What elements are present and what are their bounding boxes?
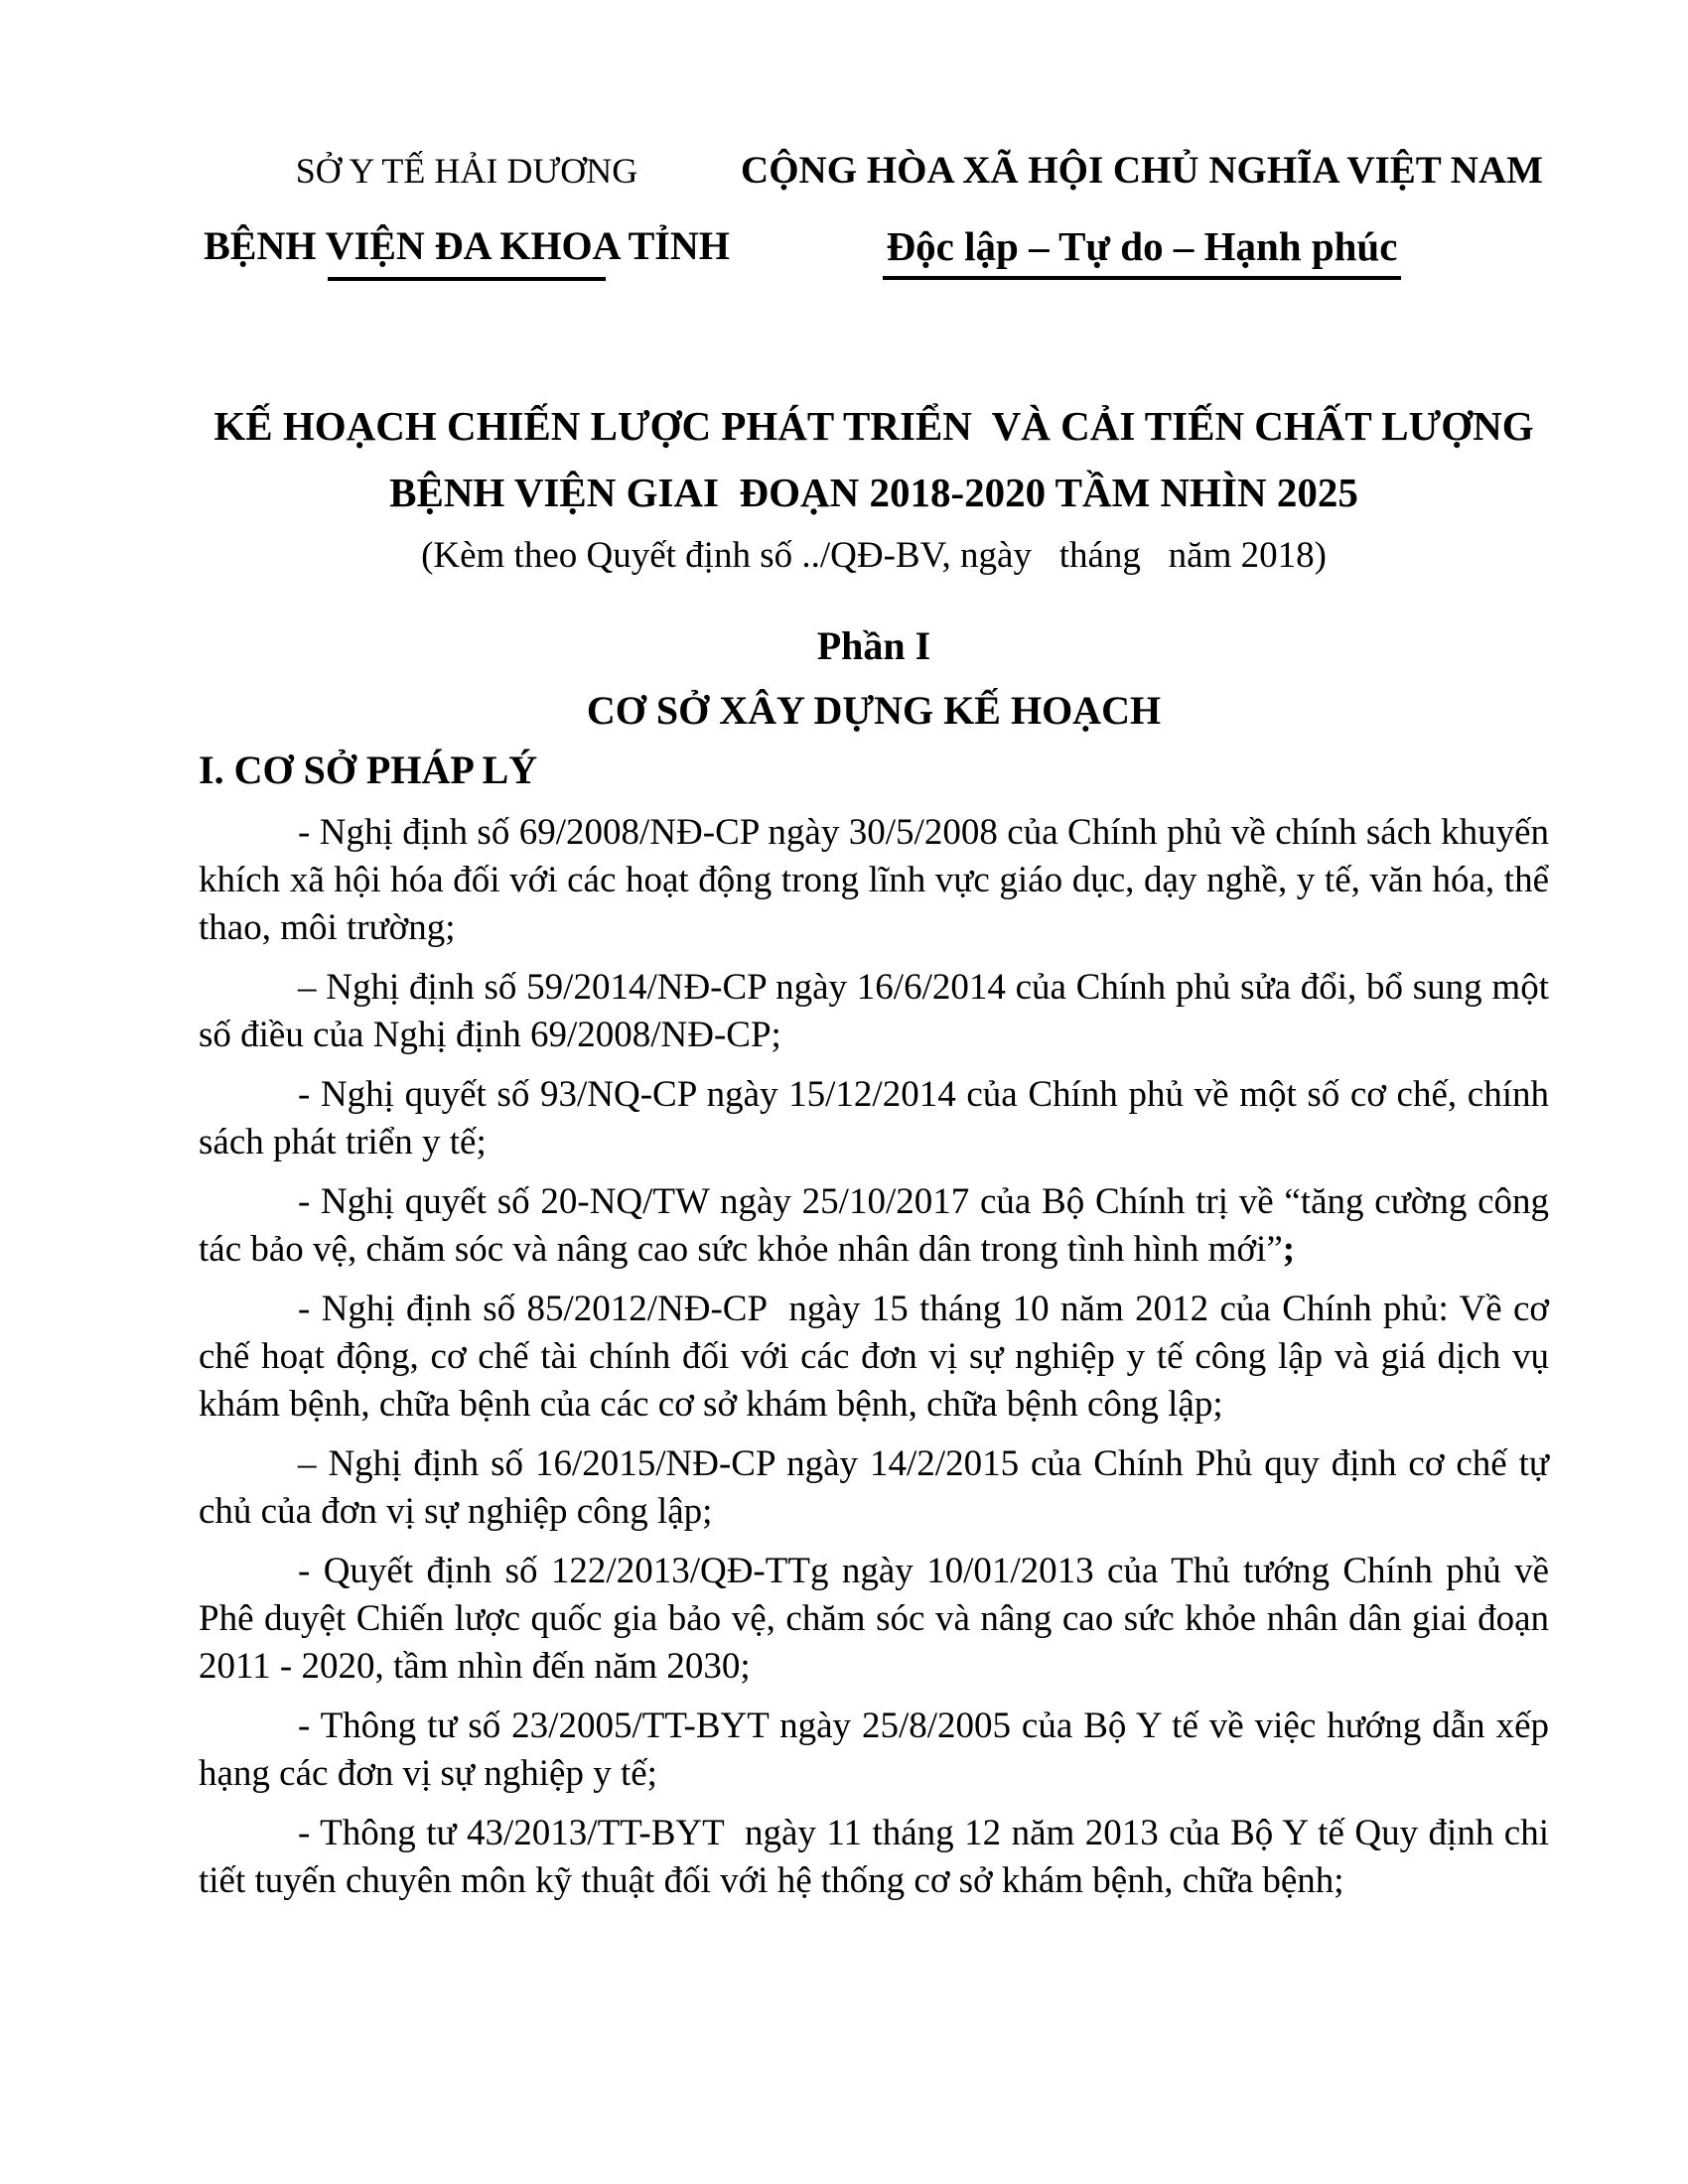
legal-item-decree-85-2012 — [199, 1286, 1559, 1429]
national-title: CỘNG HÒA XÃ HỘI CHỦ NGHĨA VIỆT NAM — [741, 149, 1543, 192]
legal-item-text: - Thông tư số 23/2005/TT-BYT ngày 25/8/2005 của Bộ Y tế về việc hướng dẫn xếp hạng các đơn vị sự nghiệp y tế; — [199, 1706, 1559, 1794]
national-motto-block — [735, 149, 1549, 282]
legal-item-text: - Quyết định số 122/2013/QĐ-TTg ngày 10/01/2013 của Thủ tướng Chính phủ về Phê duyệt Chiến lược quốc gia bảo vệ, chăm sóc và nâng cao sức khỏe nhân dân giai đoạn 2011 - 2020, tầm nhìn đến năm 2030; — [199, 1551, 1559, 1687]
legal-item-resolution-93-nq-cp — [199, 1071, 1559, 1166]
issuing-org-block — [199, 149, 735, 281]
legal-item-text: - Nghị quyết số 20-NQ/TW ngày 25/10/2017 của Bộ Chính trị về “tăng cường công tác bảo vệ, chăm sóc và nâng cao sức khỏe nhân dân trong tình hình mới” — [199, 1181, 1559, 1270]
legal-item-text: - Nghị định số 85/2012/NĐ-CP ngày 15 tháng 10 năm 2012 của Chính phủ: Về cơ chế hoạt động, cơ chế tài chính đối với các đơn vị sự nghiệp y tế công lập và giá dịch vụ khám bệnh, chữa bệnh của các cơ sở khám bệnh, chữa bệnh công lập; — [199, 1289, 1559, 1425]
legal-item-text: – Nghị định số 59/2014/NĐ-CP ngày 16/6/2014 của Chính phủ sửa đổi, bổ sung một số điều của Nghị định 69/2008/NĐ-CP; — [199, 967, 1559, 1055]
org-parent-name: SỞ Y TẾ HẢI DƯƠNG — [295, 151, 638, 191]
legal-item-decision-122-2013 — [199, 1548, 1559, 1691]
legal-item-text: - Nghị định số 69/2008/NĐ-CP ngày 30/5/2008 của Chính phủ về chính sách khuyến khích xã hội hóa đối với các hoạt động trong lĩnh vực giáo dục, dạy nghề, y tế, văn hóa, thể thao, môi trường; — [199, 812, 1559, 948]
part-heading: CƠ SỞ XÂY DỰNG KẾ HOẠCH — [586, 688, 1162, 733]
legal-item-text: - Thông tư 43/2013/TT-BYT ngày 11 tháng 12 năm 2013 của Bộ Y tế Quy định chi tiết tuyến chuyên môn kỹ thuật đối với hệ thống cơ sở khám bệnh, chữa bệnh; — [199, 1813, 1559, 1901]
legal-item-decree-69-2008 — [199, 809, 1559, 952]
org-name-underline — [328, 277, 606, 281]
national-motto-wrap — [735, 220, 1549, 282]
legal-item-bold-suffix: ; — [1282, 1229, 1296, 1270]
legal-item-decree-16-2015 — [199, 1440, 1559, 1536]
document-title-line1: KẾ HOẠCH CHIẾN LƯỢC PHÁT TRIỂN VÀ CẢI TIẾN CHẤT LƯỢNG — [213, 403, 1534, 449]
national-motto: Độc lập – Tự do – Hạnh phúc — [883, 220, 1402, 280]
document-title-line2: BỆNH VIỆN GIAI ĐOẠN 2018-2020 TẦM NHÌN 2025 — [389, 470, 1358, 515]
legal-item-text: – Nghị định số 16/2015/NĐ-CP ngày 14/2/2015 của Chính Phủ quy định cơ chế tự chủ của đơn vị sự nghiệp công lập; — [199, 1443, 1559, 1532]
legal-item-text: - Nghị quyết số 93/NQ-CP ngày 15/12/2014 của Chính phủ về một số cơ chế, chính sách phát triển y tế; — [199, 1074, 1559, 1162]
section-heading-legal-basis: I. CƠ SỞ PHÁP LÝ — [199, 748, 538, 792]
legal-item-decree-59-2014 — [199, 964, 1559, 1059]
legal-basis-list — [199, 809, 1559, 1905]
part-label: Phần I — [816, 623, 931, 668]
org-name: BỆNH VIỆN ĐA KHOA TỈNH — [204, 223, 730, 268]
document-subtitle: (Kèm theo Quyết định số ../QĐ-BV, ngày tháng năm 2018) — [421, 535, 1327, 576]
legal-item-circular-23-2005 — [199, 1703, 1559, 1798]
legal-item-resolution-20-nq-tw — [199, 1178, 1559, 1274]
legal-item-circular-43-2013 — [199, 1810, 1559, 1905]
document-title-block — [199, 399, 1549, 580]
document-header — [199, 149, 1549, 282]
